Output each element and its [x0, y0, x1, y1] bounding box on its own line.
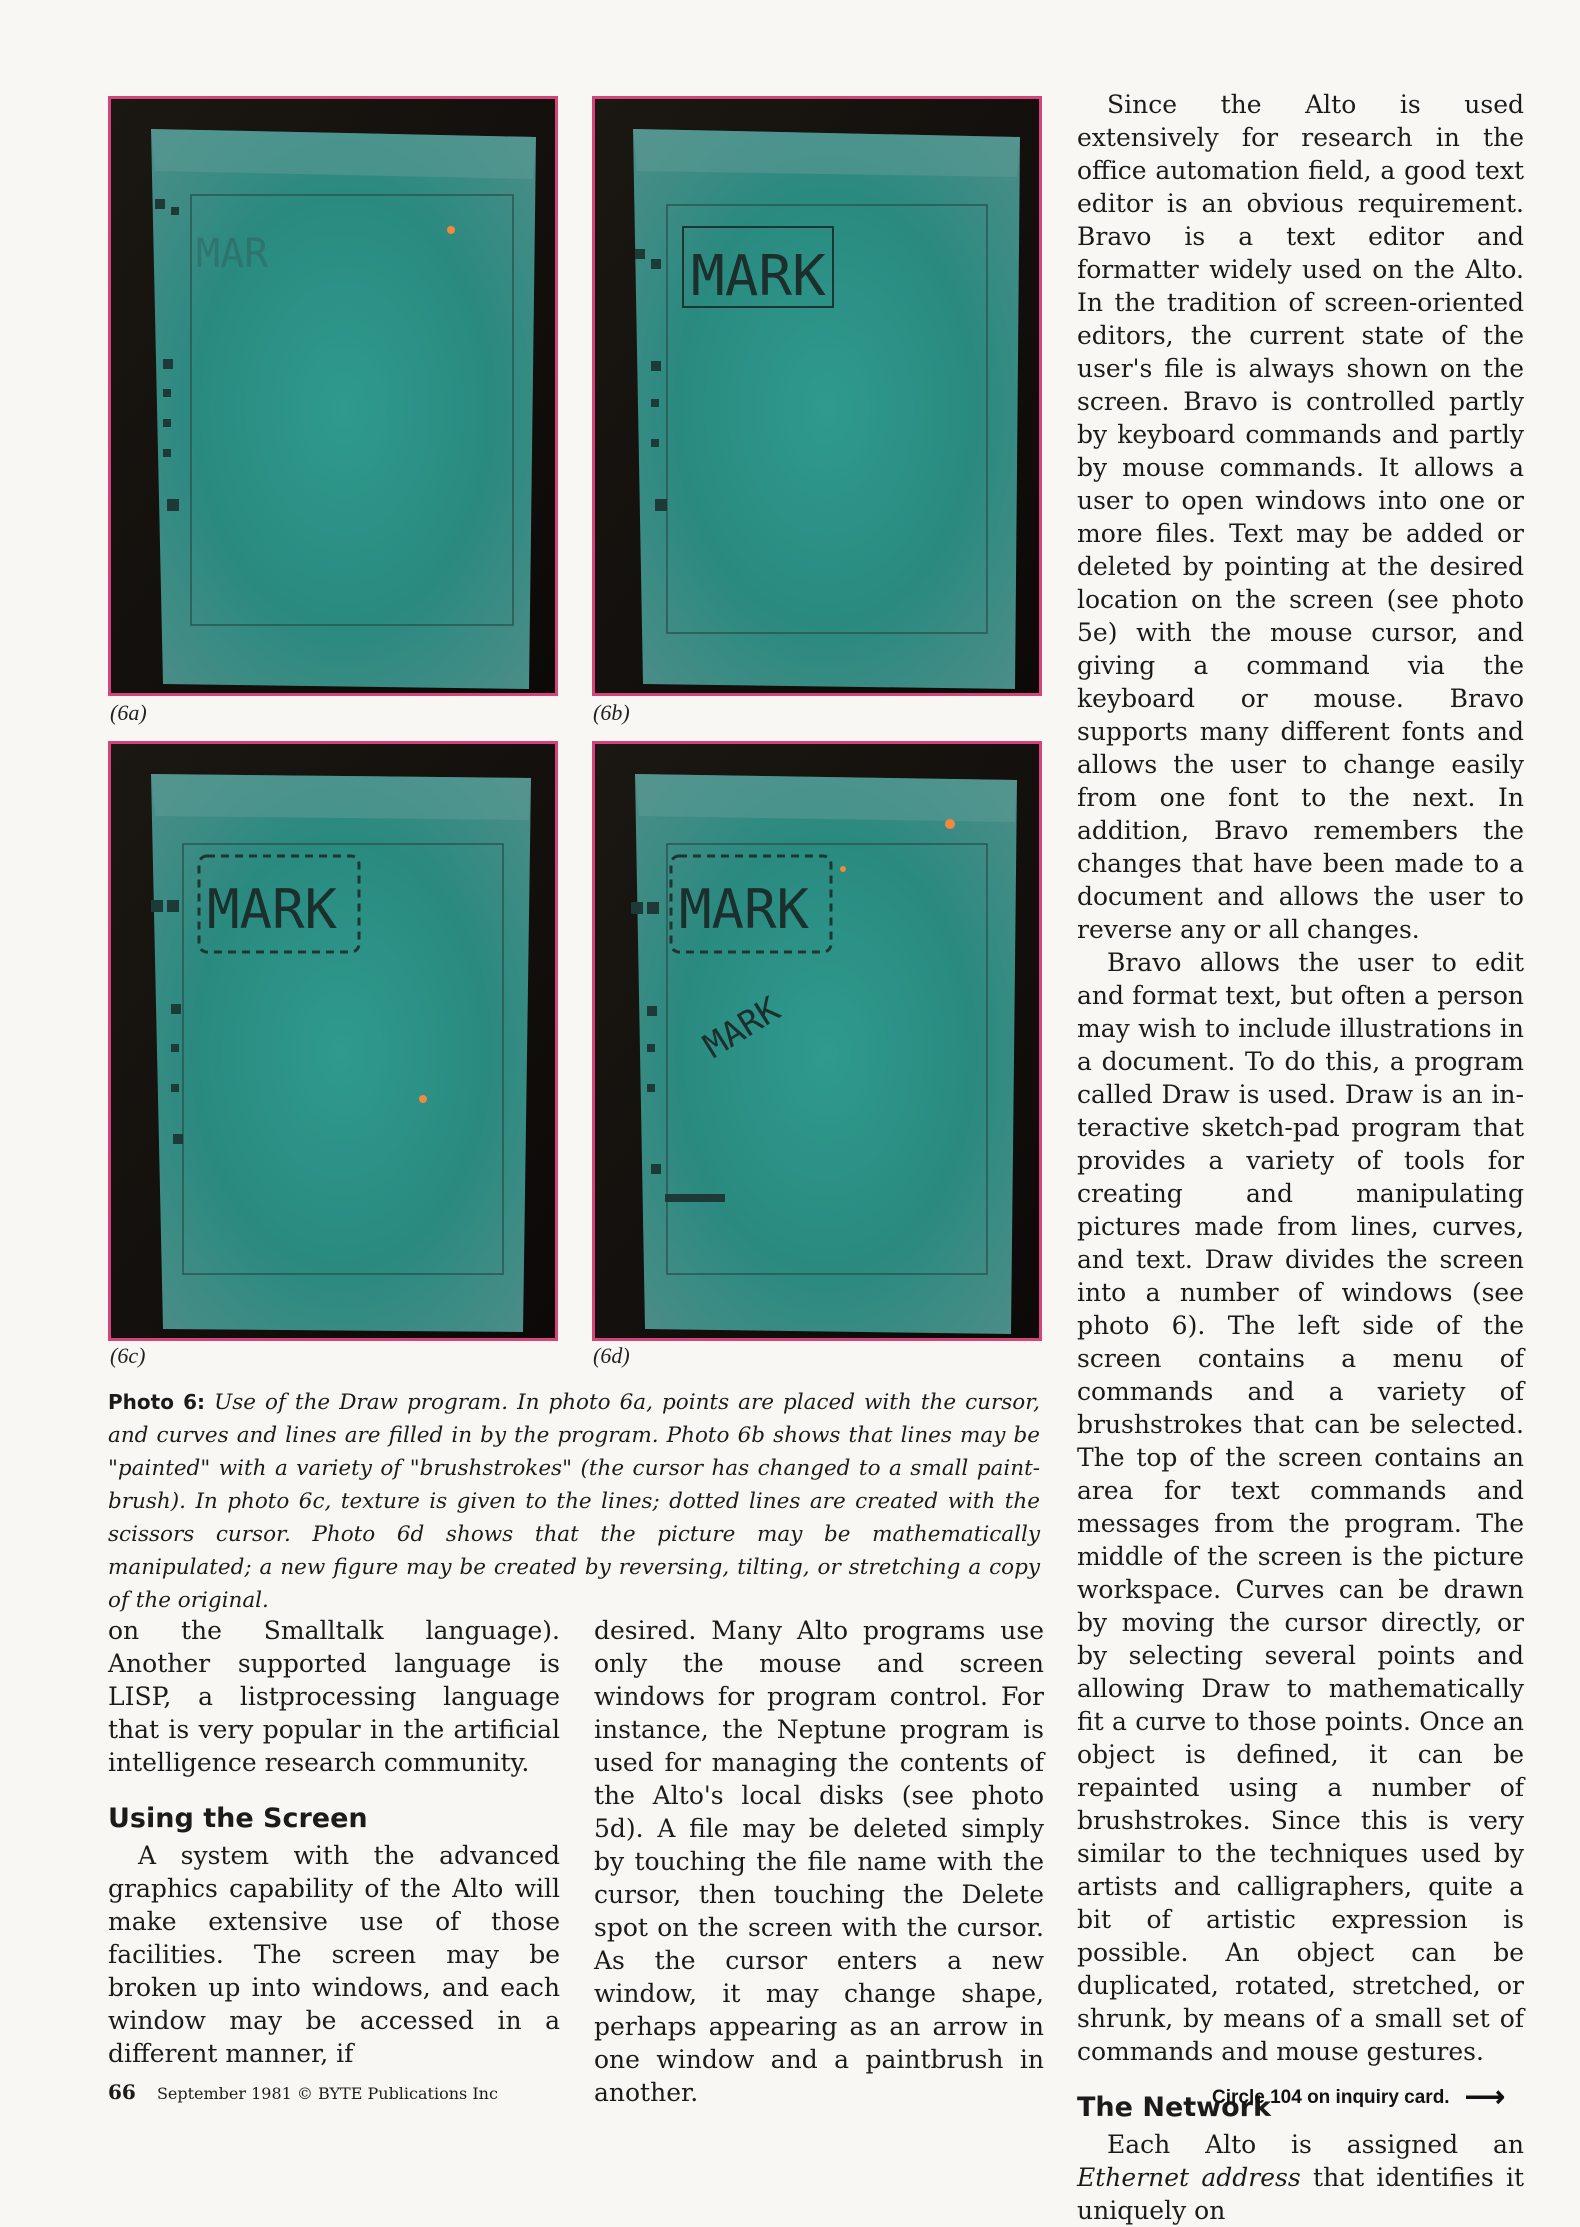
column-3: [1077, 88, 1524, 2227]
column-2: [594, 1614, 1044, 2109]
screen-text: MARK: [691, 244, 826, 309]
screen-text: MAR: [196, 231, 269, 277]
photo-6c: [108, 741, 558, 1341]
photo-label-6d: (6d): [593, 1343, 630, 1368]
photo-caption: [108, 1386, 1040, 1617]
screen-text: MARK: [679, 878, 810, 941]
arrow-right-icon: ⟶: [1464, 2081, 1506, 2112]
paragraph: on the Smalltalk language). Another supported language is LISP, a listprocessing language that is very popular in the artificial intelligence research community.: [108, 1616, 560, 1777]
draw-screen-image: [111, 99, 555, 693]
paragraph: Each Alto is assigned an Ethernet address that identifies it uniquely on: [1077, 2130, 1525, 2225]
caption-text: Use of the Draw program. In photo 6a, points are placed with the cursor, and curves and lines are filled in by the program. Photo 6b shows that lines may be "painted" with a variety of "brushstrokes" (the cursor has changed to a small paint-brush). In photo 6c, texture is given to the lines; dotted lines are created with the scissors cursor. Photo 6d shows that the picture may be mathematically manipulated; a new figure may be created by reversing, tilting, or stretching a copy of the original.: [108, 1390, 1040, 1613]
photo-6b: [592, 96, 1042, 696]
photo-label-6b: (6b): [593, 700, 630, 725]
draw-screen-image: [595, 99, 1039, 693]
photo-label-6c: (6c): [110, 1343, 146, 1368]
section-heading-using-the-screen: Using the Screen: [108, 1803, 368, 1834]
photo-6a: [108, 96, 558, 696]
screen-text: MARK: [207, 878, 338, 941]
page-footer: [108, 2080, 498, 2104]
tilted-screen-text: MARK: [696, 989, 788, 1067]
draw-screen-image: [111, 744, 555, 1338]
page-number: 66: [108, 2080, 136, 2104]
column-1: [108, 1614, 560, 2070]
photo-label-6a: (6a): [110, 700, 147, 725]
section-heading-the-network: The Network: [1077, 2092, 1271, 2123]
draw-screen-image: [595, 744, 1039, 1338]
paragraph: Since the Alto is used extensively for research in the office automation field, a good text editor is an obvious requirement. Bravo is a text editor and formatter widely used on the Alto. In the tradition of screen-oriented editors, the current state of the user's file is always shown on the screen. Bravo is controlled partly by keyboard commands and partly by mouse commands. It allows a user to open windows into one or more files. Text may be added or deleted by pointing at the desired location on the screen (see photo 5e) with the mouse cursor, and giving a command via the keyboard or mouse. Bravo supports many different fonts and allows the user to change easily from one font to the next. In addition, Bravo remembers the changes that have been made to a document and allows the user to reverse any or all changes.: [1077, 90, 1524, 944]
paragraph: desired. Many Alto programs use only the mouse and screen windows for program control. For instance, the Neptune program is used for managing the contents of the Alto's local disks (see photo 5d). A file may be deleted simply by touching the file name with the cursor, then touching the Delete spot on the screen with the cursor. As the cursor enters a new window, it may change shape, perhaps appearing as an arrow in one window and a paintbrush in another.: [594, 1616, 1044, 2107]
paragraph: A system with the advanced graphics capability of the Alto will make extensive use of those facilities. The screen may be broken up into windows, and each window may be accessed in a different manner, if: [108, 1841, 560, 2068]
caption-lead: Photo 6:: [108, 1390, 206, 1414]
paragraph: Bravo allows the user to edit and format text, but often a person may wish to include illustrations in a document. To do this, a program called Draw is used. Draw is an interactive sketch-pad program that provides a variety of tools for creating and manipulating pictures made from lines, curves, and text. Draw divides the screen into a number of windows (see photo 6). The left side of the screen contains a menu of commands and a variety of brushstrokes that can be selected. The top of the screen contains an area for text commands and messages from the program. The middle of the screen is the picture workspace. Curves can be drawn by moving the cursor directly, or by selecting several points and allowing Draw to mathematically fit a curve to those points. Once an object is defined, it can be repainted using a number of brushstrokes. Since this is very similar to the techniques used by artists and calligraphers, quite a bit of artistic expression is possible. An object can be duplicated, rotated, stretched, or shrunk, by means of a small set of commands and mouse gestures.: [1077, 948, 1524, 2066]
publication-line: September 1981 © BYTE Publications Inc: [156, 2084, 498, 2103]
inquiry-note: [1212, 2080, 1505, 2113]
inquiry-text: Circle 104 on inquiry card.: [1212, 2087, 1450, 2108]
photo-6d: [592, 741, 1042, 1341]
